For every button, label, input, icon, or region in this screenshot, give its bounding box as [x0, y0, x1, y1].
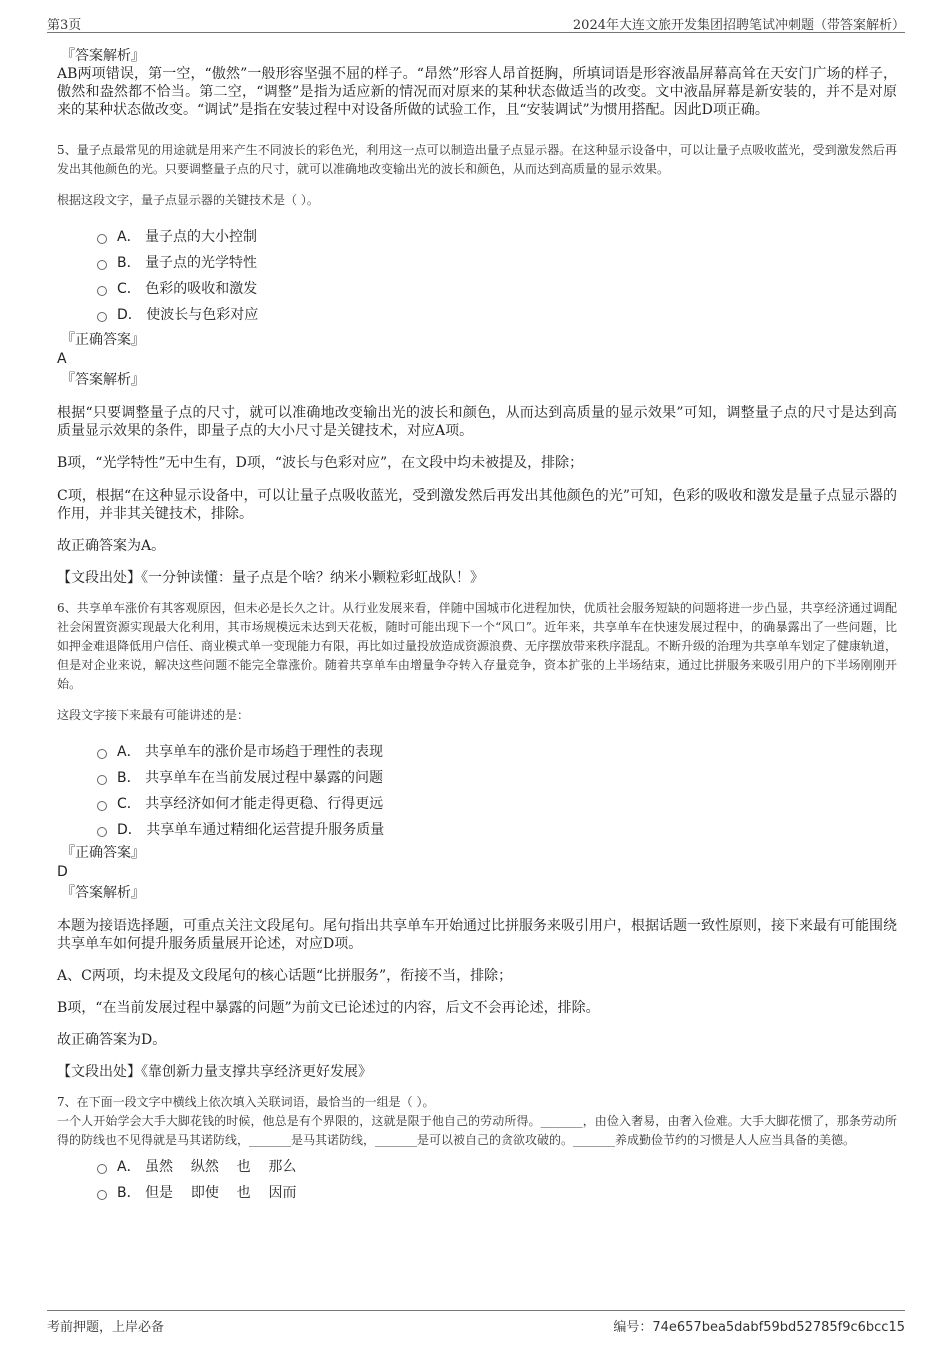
page-number: 第3页	[47, 18, 82, 33]
option-a[interactable]: A． 虽然 纵然 也 那么	[97, 1154, 897, 1180]
analysis-conclusion: 故正确答案为D。	[57, 1032, 167, 1048]
radio-icon[interactable]	[97, 234, 107, 244]
question-7	[57, 1093, 897, 1206]
analysis-paragraph: 根据“只要调整量子点的尺寸，就可以准确地改变输出光的波长和颜色，从而达到高质量的显示效果”可知，调整量子点的尺寸是达到高质量显示效果的条件，即量子点的大小尺寸是关键技术，对应A项。	[57, 405, 897, 439]
footer-slogan: 考前押题，上岸必备	[47, 1320, 165, 1335]
analysis-paragraph: C项，根据“在这种显示设备中，可以让量子点吸收蓝光，受到激发然后再发出其他颜色的光”可知，色彩的吸收和激发是量子点显示器的作用，并非其关键技术，排除。	[57, 488, 897, 522]
option-c[interactable]: C． 共享经济如何才能走得更稳、行得更远	[97, 791, 897, 817]
option-c[interactable]: C． 色彩的吸收和激发	[97, 276, 897, 302]
analysis-label: 『答案解析』	[61, 372, 145, 388]
option-b[interactable]: B． 共享单车在当前发展过程中暴露的问题	[97, 765, 897, 791]
q4-analysis	[57, 48, 897, 119]
analysis-paragraph: B项，“光学特性”无中生有，D项，“波长与色彩对应”，在文段中均未被提及，排除；	[57, 455, 584, 471]
analysis-label: 『答案解析』	[61, 48, 145, 64]
option-d[interactable]: D． 共享单车通过精细化运营提升服务质量	[97, 817, 897, 843]
question-stem: 根据这段文字，量子点显示器的关键技术是（ ）。	[57, 193, 319, 207]
page-footer	[47, 1310, 905, 1339]
radio-icon[interactable]	[97, 1164, 107, 1174]
question-stem: 这段文字接下来最有可能讲述的是：	[57, 708, 250, 722]
question-5	[57, 141, 897, 587]
document-title: 2024年大连文旅开发集团招聘笔试冲刺题（带答案解析）	[572, 18, 905, 33]
answer-label: 『正确答案』	[61, 845, 145, 861]
options-list	[57, 739, 897, 843]
page-header	[47, 10, 905, 33]
answer-label: 『正确答案』	[61, 332, 145, 348]
question-passage: 6、共享单车涨价有其客观原因，但未必是长久之计。从行业发展来看，伴随中国城市化进程加快，优质社会服务短缺的问题将进一步凸显，共享经济通过调配社会闲置资源实现最大化利用，其市场规模远未达到天花板，随时可能出现下一个“风口”。近年来，共享单车在快速发展过程中，的确暴露出了一些问题，比如押金难退降低用户信任、商业模式单一变现能力有限，再比如过量投放造成资源浪费、无序摆放带来秩序混乱。不断升级的治理为共享单车划定了健康轨道，但是对企业来说，解决这些问题不能完全靠涨价。随着共享单车由增量争夺转入存量竞争，资本扩张的上半场结束，通过比拼服务来吸引用户的下半场刚刚开始。	[57, 601, 898, 691]
radio-icon[interactable]	[97, 801, 107, 811]
answer-value: D	[57, 864, 68, 880]
analysis-conclusion: 故正确答案为A。	[57, 538, 166, 554]
options-list	[57, 1154, 897, 1206]
radio-icon[interactable]	[97, 827, 107, 837]
radio-icon[interactable]	[97, 749, 107, 759]
page-content	[57, 46, 897, 1206]
analysis-label: 『答案解析』	[61, 885, 145, 901]
source-note: 【文段出处】《靠创新力量支撑共享经济更好发展》	[57, 1064, 372, 1080]
question-stem: 7、在下面一段文字中横线上依次填入关联词语，最恰当的一组是（ ）。	[57, 1095, 435, 1109]
option-b[interactable]: B． 量子点的光学特性	[97, 250, 897, 276]
option-d[interactable]: D． 使波长与色彩对应	[97, 302, 897, 328]
radio-icon[interactable]	[97, 312, 107, 322]
question-6	[57, 599, 897, 1081]
source-note: 【文段出处】《一分钟读懂：量子点是个啥？纳米小颗粒彩虹战队！》	[57, 570, 484, 586]
radio-icon[interactable]	[97, 286, 107, 296]
analysis-paragraph: A、C两项，均未提及文段尾句的核心话题“比拼服务”，衔接不当，排除；	[57, 968, 513, 984]
radio-icon[interactable]	[97, 260, 107, 270]
answer-value: A	[57, 351, 67, 367]
analysis-text: AB两项错误，第一空，“傲然”一般形容坚强不屈的样子。“昂然”形容人昂首挺胸，所填词语是形容液晶屏幕高耸在天安门广场的样子，傲然和盎然都不恰当。第二空，“调整”是指为适应新的情况而对原来的某种状态做适当的改变。文中液晶屏幕是新安装的，并不是对原来的某种状态做改变。“调试”是指在安装过程中对设备所做的试验工作，且“安装调试”为惯用搭配。因此D项正确。	[57, 66, 897, 118]
radio-icon[interactable]	[97, 1190, 107, 1200]
option-a[interactable]: A． 共享单车的涨价是市场趋于理性的表现	[97, 739, 897, 765]
question-passage: 5、量子点最常见的用途就是用来产生不同波长的彩色光，利用这一点可以制造出量子点显示器。在这种显示设备中，可以让量子点吸收蓝光，受到激发然后再发出其他颜色的光。只要调整量子点的尺寸，就可以准确地改变输出光的波长和颜色，从而达到高质量的显示效果。	[57, 143, 897, 176]
radio-icon[interactable]	[97, 775, 107, 785]
analysis-paragraph: 本题为接语选择题，可重点关注文段尾句。尾句指出共享单车开始通过比拼服务来吸引用户，根据话题一致性原则，接下来最有可能围绕共享单车如何提升服务质量展开论述，对应D项。	[57, 918, 897, 952]
options-list	[57, 224, 897, 328]
analysis-paragraph: B项，“在当前发展过程中暴露的问题”为前文已论述过的内容，后文不会再论述，排除。	[57, 1000, 600, 1016]
option-a[interactable]: A． 量子点的大小控制	[97, 224, 897, 250]
document-code: 编号：74e657bea5dabf59bd52785f9c6bcc15	[613, 1320, 905, 1335]
question-passage: 一个人开始学会大手大脚花钱的时候，他总是有个界限的，这就是限于他自己的劳动所得。_______，由俭入奢易，由奢入俭难。大手大脚花惯了，那条劳动所得的防线也不见得就是马其诺防线，_______是马其诺防线，_______是可以被自己的贪欲攻破的。_______养成勤俭节约的习惯是人人应当具备的美德。	[57, 1114, 897, 1147]
option-b[interactable]: B． 但是 即使 也 因而	[97, 1180, 897, 1206]
